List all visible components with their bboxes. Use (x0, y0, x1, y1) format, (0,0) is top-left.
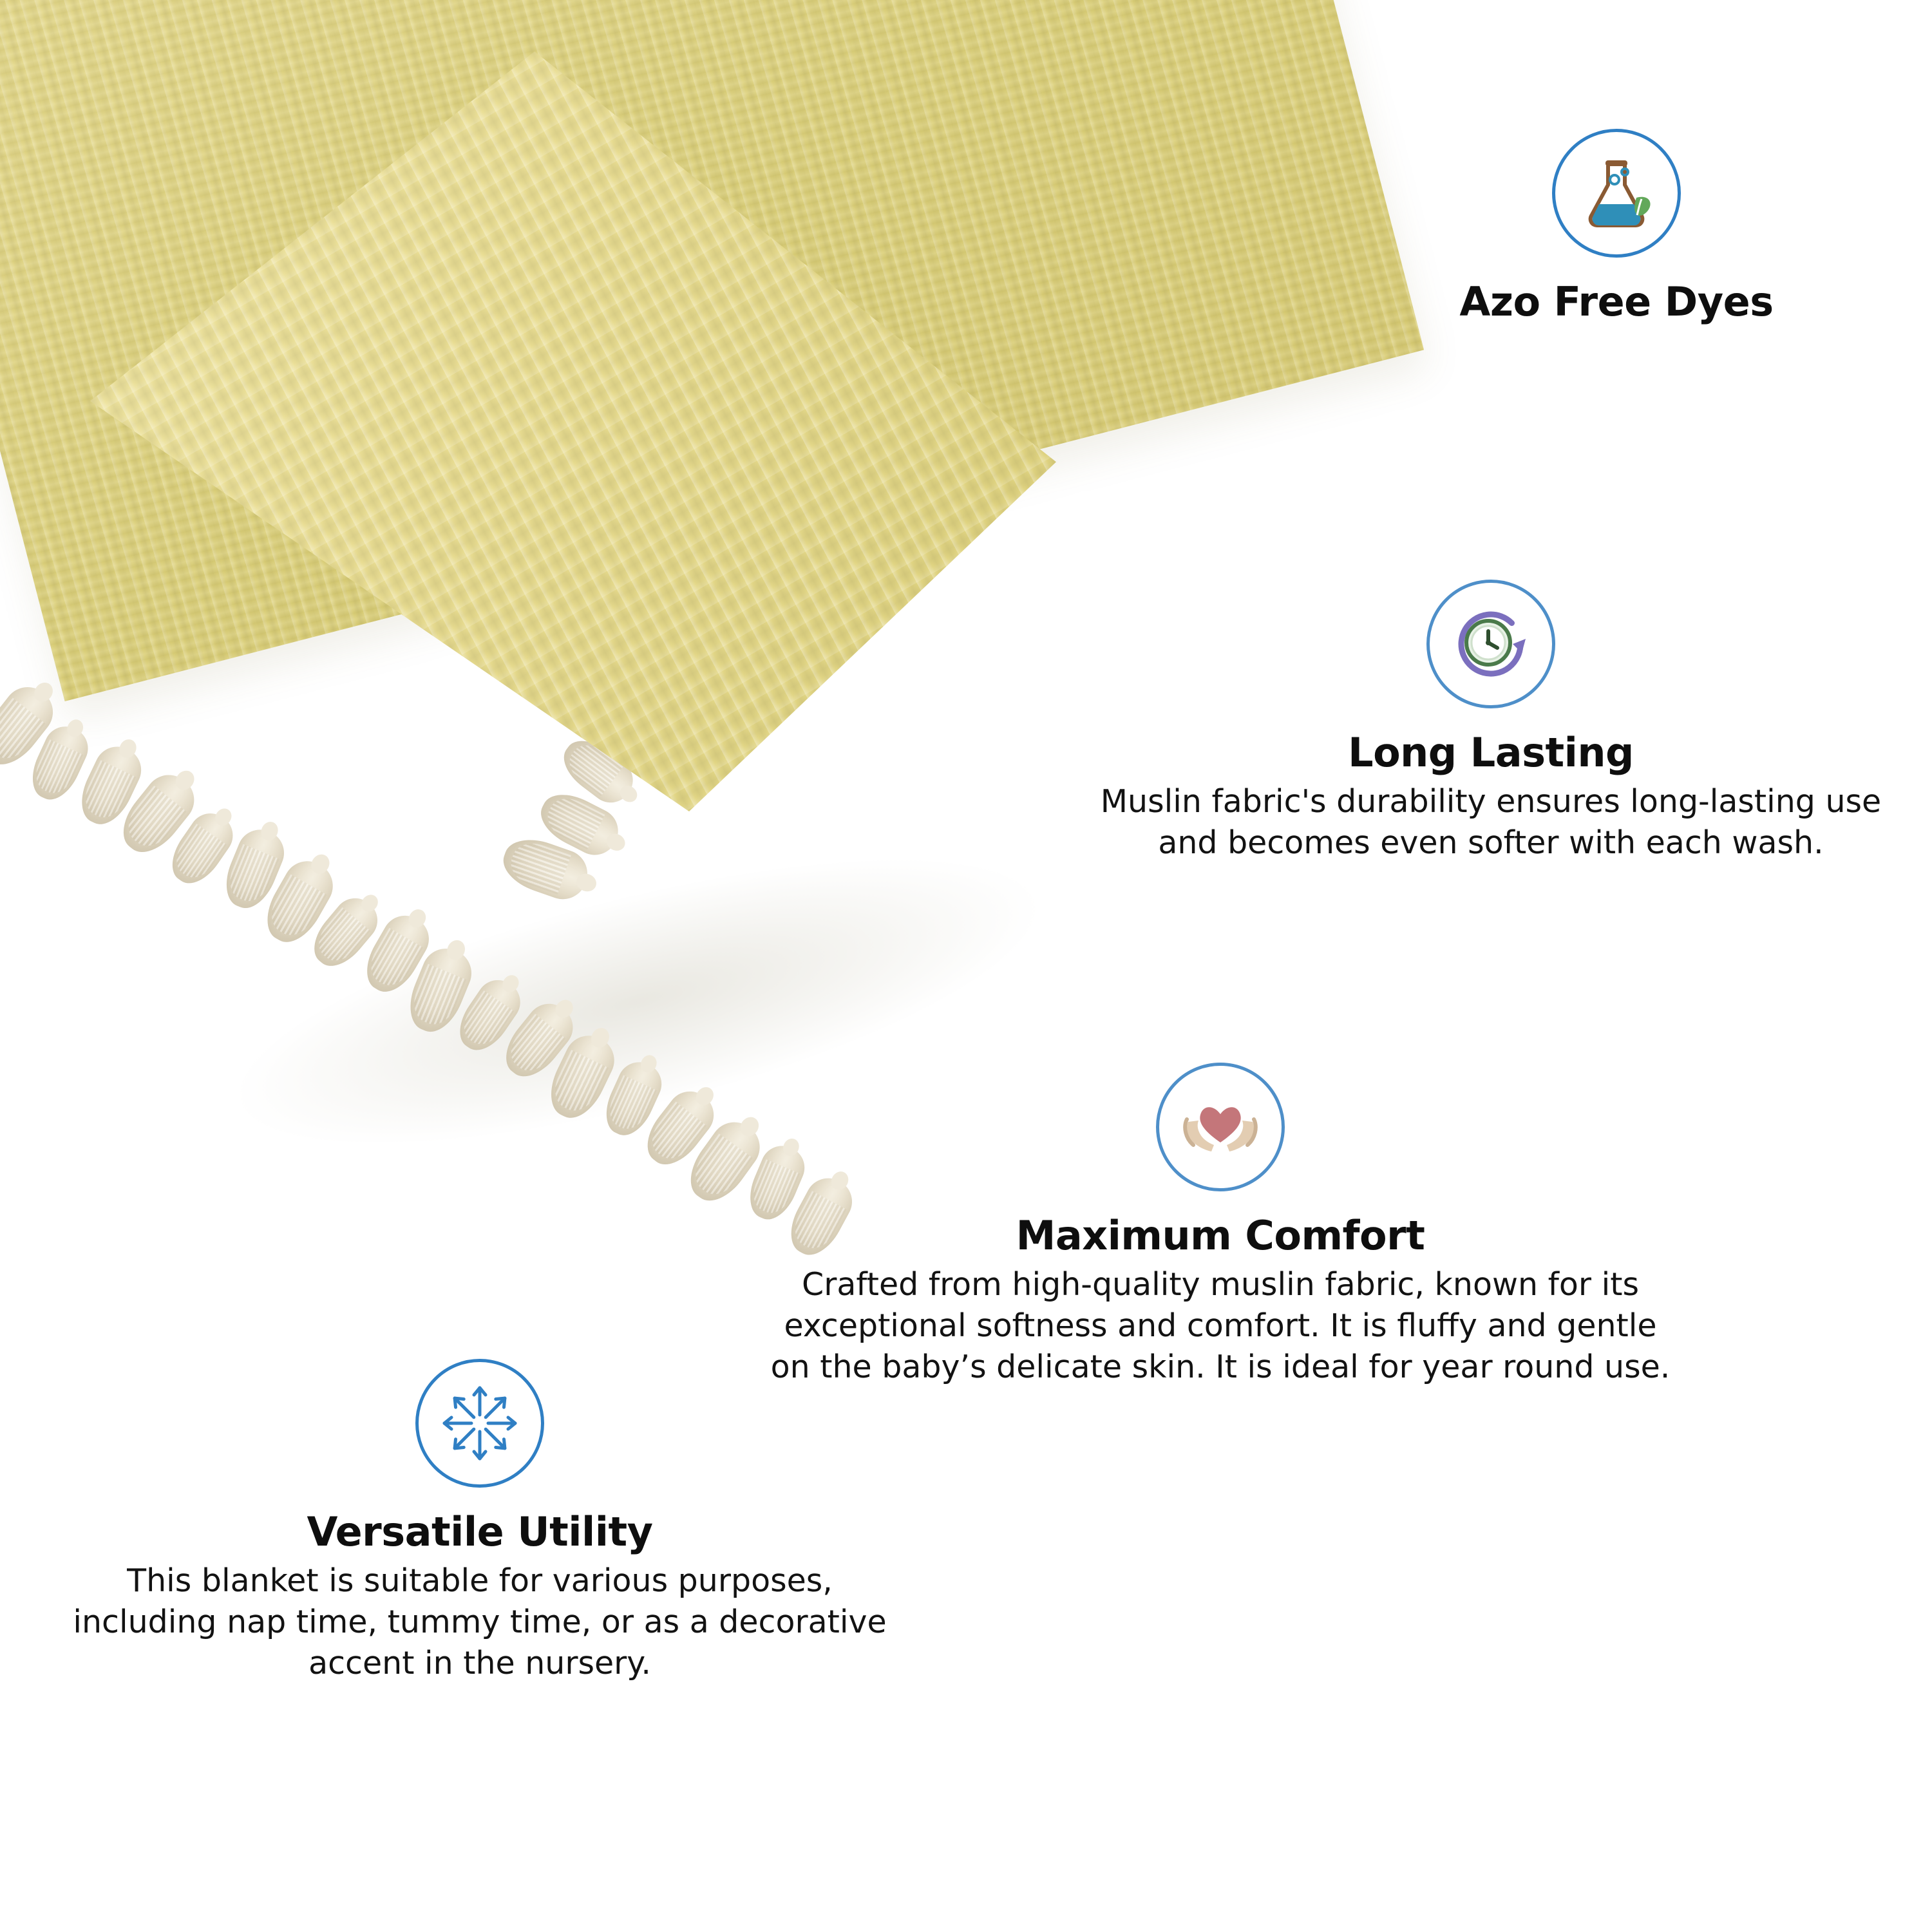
feature-title: Maximum Comfort (1016, 1212, 1425, 1259)
feature-body: Crafted from high-quality muslin fabric, known for its exceptional softness and comfort. It is fluffy and gentle on the baby’s delicate skin. It is ideal for year round use. (770, 1266, 1671, 1385)
feature-maximum-comfort (760, 1063, 1681, 1388)
feature-body: This blanket is suitable for various purposes, including nap time, tummy time, or as a decorative accent in the nursery. (73, 1562, 887, 1681)
feature-icon-wrap (760, 1063, 1681, 1191)
feature-icon-wrap (71, 1359, 889, 1488)
feature-body: Muslin fabric's durability ensures long-lasting use and becomes even softer with each wash. (1100, 783, 1882, 862)
feature-title: Versatile Utility (307, 1508, 653, 1555)
flask-leaf-icon (1552, 129, 1681, 258)
feature-long-lasting (1095, 580, 1887, 864)
hands-heart-icon (1156, 1063, 1285, 1191)
feature-icon-wrap (1372, 129, 1861, 258)
expand-arrows-icon (415, 1359, 544, 1488)
feature-versatile-utility (71, 1359, 889, 1684)
feature-azo-free-dyes (1372, 129, 1861, 330)
feature-title: Azo Free Dyes (1459, 278, 1774, 325)
feature-title: Long Lasting (1348, 729, 1634, 776)
feature-icon-wrap (1095, 580, 1887, 708)
clock-rotate-icon (1426, 580, 1555, 708)
